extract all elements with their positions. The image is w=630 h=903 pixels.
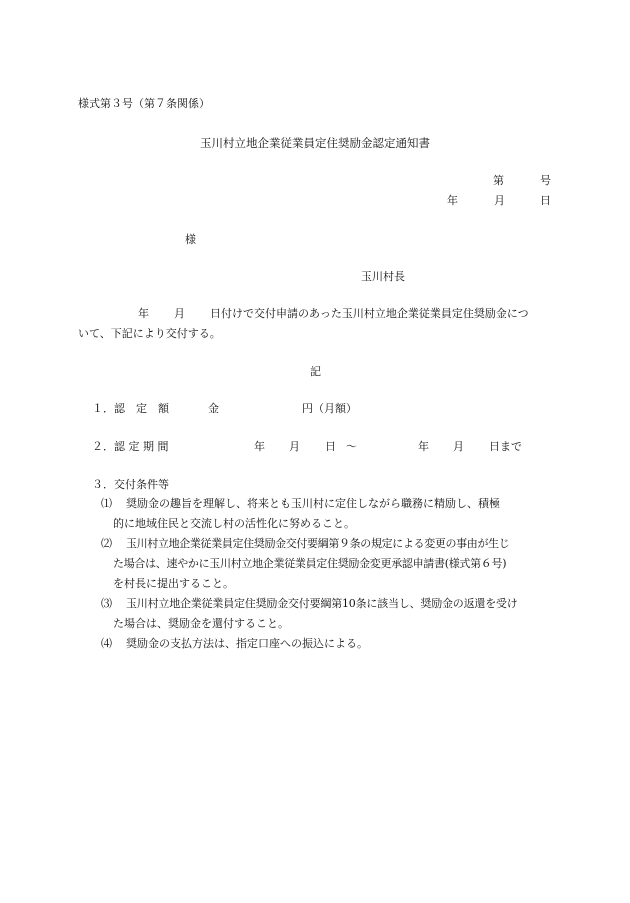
doc-number-go: 号 [540,174,551,187]
condition-item-line: 的に地域住民と交流し村の活性化に努めること。 [113,517,355,530]
section2-label: 認 定 期 間 [114,440,169,453]
doc-number-dai: 第 [493,174,504,187]
condition-item-line: を村長に提出すること。 [113,577,234,590]
body-month: 月 [174,307,185,320]
condition-item-line: た場合は、奨励金を還付すること。 [113,617,289,630]
section2-tilde: ～ [346,440,357,453]
section2-to-day: 日まで [489,440,522,453]
section2-from-year: 年 [254,440,265,453]
ki-marker: 記 [310,365,321,378]
body-text-line2: いて、下記により交付する。 [78,327,221,340]
section2-to-month: 月 [453,440,464,453]
document-title: 玉川村立地企業従業員定住奨励金認定通知書 [200,136,430,150]
section2-from-day: 日 [325,440,336,453]
section2-to-year: 年 [418,440,429,453]
section1-yen: 円（月額） [302,402,357,415]
date-year: 年 [447,194,458,207]
section1-label: 認 定 額 [114,402,169,415]
section1-kin: 金 [208,402,219,415]
condition-item-number: ⑵ [101,537,112,550]
condition-item-line: た場合は、速やかに玉川村立地企業従業員定住奨励金変更承認申請書(様式第６号) [113,557,507,570]
addressee-sama: 様 [185,233,196,246]
section3-heading: ３．交付条件等 [92,478,169,491]
body-text-line1: 日付けで交付申請のあった玉川村立地企業従業員定住奨励金につ [210,307,529,320]
section1-number: １． [92,402,114,415]
date-month: 月 [494,194,505,207]
condition-item-line: 玉川村立地企業従業員定住奨励金交付要綱第９条の規定による変更の事由が生じ [126,537,510,550]
body-year: 年 [138,307,149,320]
condition-item-number: ⑴ [101,497,112,510]
condition-item-number: ⑶ [101,597,112,610]
condition-item-line: 玉川村立地企業従業員定住奨励金交付要綱第10条に該当し、奨励金の返還を受け [126,597,518,610]
condition-item-line: 奨励金の趣旨を理解し、将来とも玉川村に定住しながら職務に精励し、積極 [126,497,500,510]
issuer-name: 玉川村長 [361,270,405,283]
form-label: 様式第３号（第７条関係） [78,97,210,110]
condition-item-line: 奨励金の支払方法は、指定口座への振込による。 [126,637,368,650]
section2-from-month: 月 [289,440,300,453]
date-day: 日 [540,194,551,207]
condition-item-number: ⑷ [101,637,112,650]
section2-number: ２． [92,440,114,453]
